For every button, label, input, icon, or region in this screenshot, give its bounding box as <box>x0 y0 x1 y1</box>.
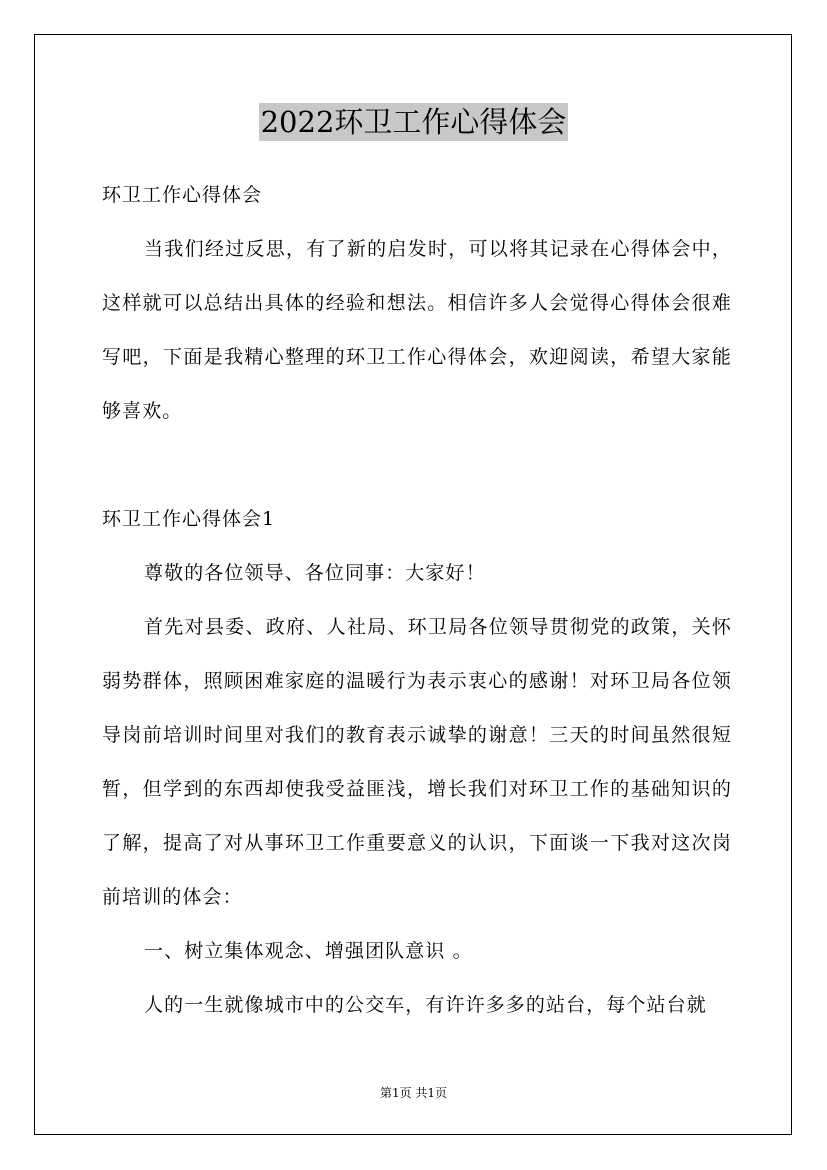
intro-paragraph: 当我们经过反思，有了新的启发时，可以将其记录在心得体会中，这样就可以总结出具体的经验和想法。相信许多人会觉得心得体会很难写吧，下面是我精心整理的环卫工作心得体会，欢迎阅读，希望大家能够喜欢。 <box>102 238 732 422</box>
point-heading-1: 一、树立集体观念、增强团队意识 。 <box>144 940 473 962</box>
section-heading-1: 环卫工作心得体会1 <box>102 508 276 530</box>
document-title: 2022环卫工作心得体会 <box>260 105 567 139</box>
body-paragraph-1: 首先对县委、政府、人社局、环卫局各位领导贯彻党的政策，关怀弱势群体，照顾困难家庭的温暖行为表示衷心的感谢！对环卫局各位领导岗前培训时间里对我们的教育表示诚挚的谢意！三天的时间虽然很短暂，但学到的东西却使我受益匪浅，增长我们对环卫工作的基础知识的了解，提高了对从事环卫工作重要意义的认识，下面谈一下我对这次岗前培训的体会： <box>102 616 732 908</box>
greeting-paragraph: 尊敬的各位领导、各位同事：大家好！ <box>144 562 486 584</box>
title-container <box>0 103 827 141</box>
paragraph-gap <box>102 438 732 492</box>
document-body <box>102 168 732 1032</box>
document-subtitle: 环卫工作心得体会 <box>102 184 263 206</box>
page-footer: 第1页 共1页 <box>379 1086 448 1100</box>
body-paragraph-2: 人的一生就像城市中的公交车，有许许多多的站台，每个站台就 <box>144 994 707 1016</box>
